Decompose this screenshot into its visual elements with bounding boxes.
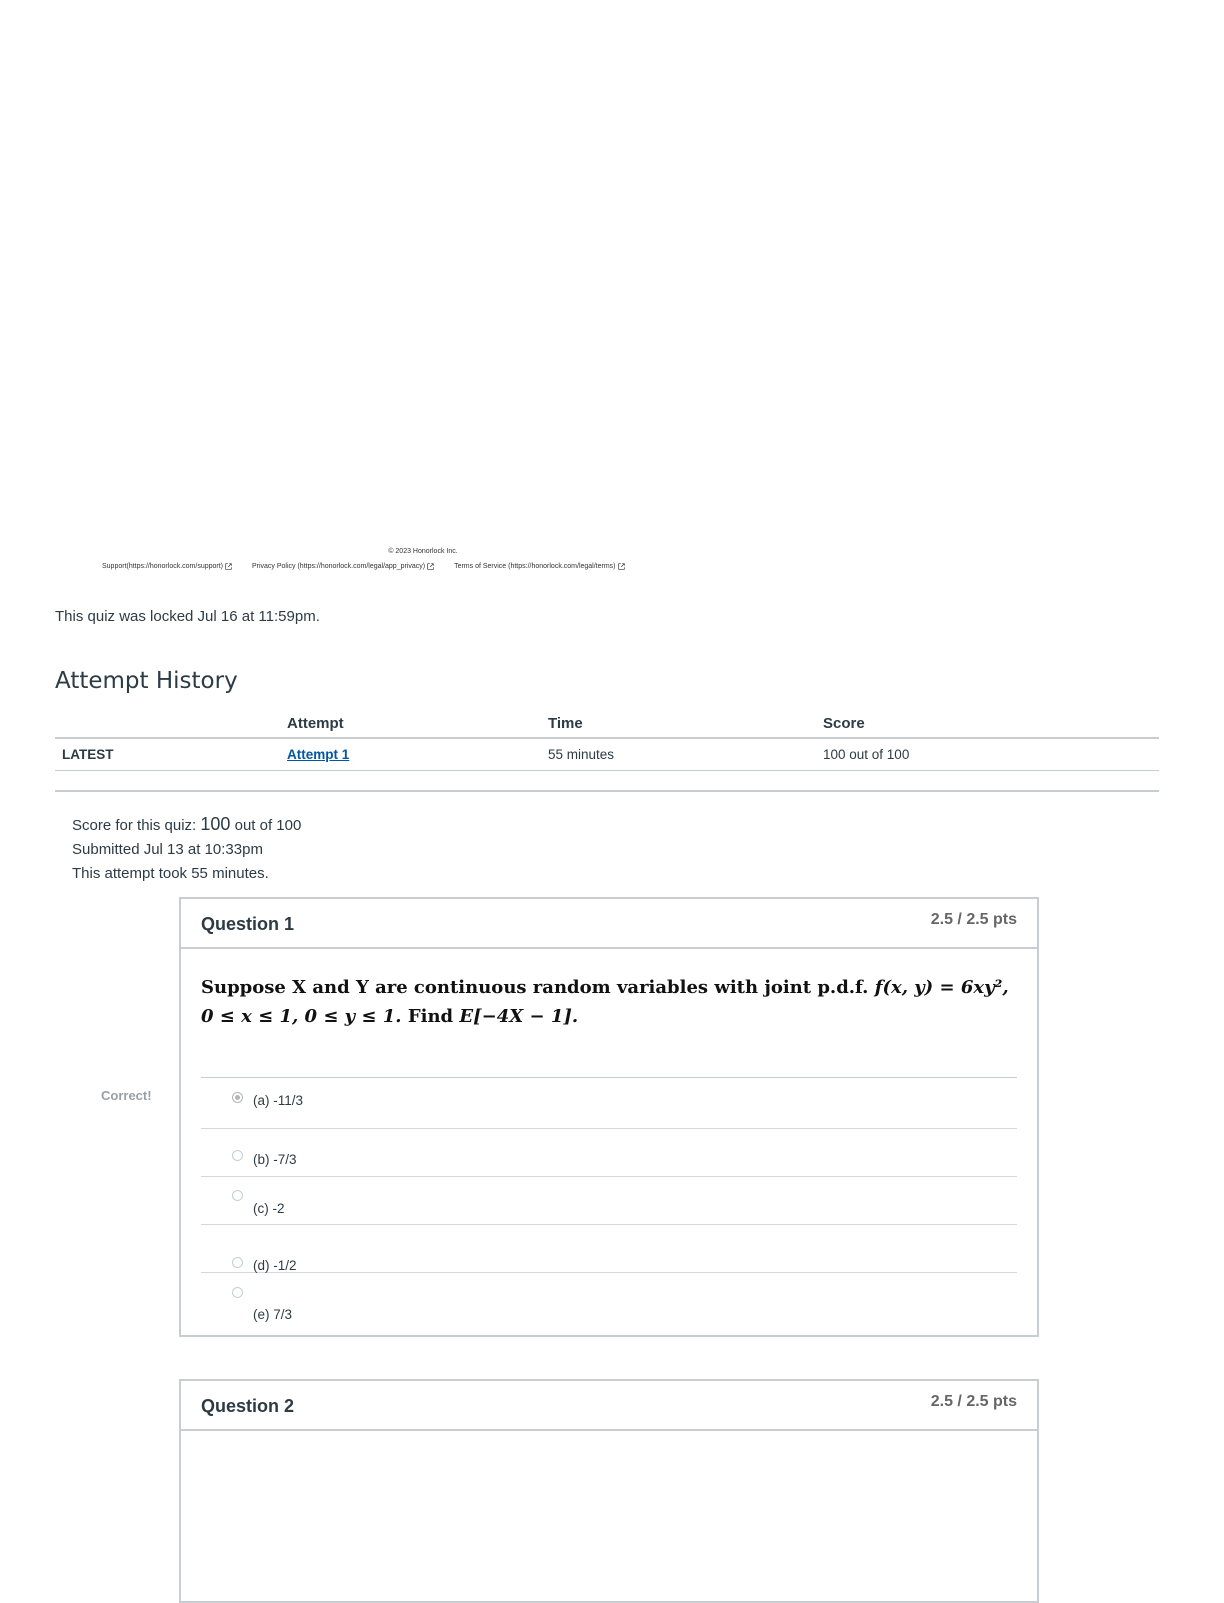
answer-label: (b) -7/3 [253, 1152, 297, 1167]
radio-button[interactable] [232, 1257, 243, 1268]
privacy-policy-link[interactable] [252, 563, 434, 570]
attempt-history-table [55, 705, 1159, 771]
question-points: 2.5 / 2.5 pts [930, 911, 1017, 928]
answer-label: (c) -2 [253, 1201, 285, 1216]
submitted-time: Submitted Jul 13 at 10:33pm [72, 841, 263, 858]
answer-label: (d) -1/2 [253, 1258, 297, 1273]
question-title: Question 1 [201, 914, 295, 934]
attempt-history-header-row [55, 705, 1159, 738]
terms-of-service-link-label: Terms of Service (https://honorlock.com/legal/terms) [454, 563, 616, 570]
external-link-icon [618, 563, 625, 570]
answer-option-e[interactable] [201, 1273, 1017, 1331]
quiz-score-line [72, 812, 301, 838]
attempt-duration: This attempt took 55 minutes. [72, 865, 269, 882]
question-text-part: Find [401, 1006, 460, 1027]
question-title: Question 2 [201, 1396, 295, 1416]
question-math: f(x, y) = 6xy², [874, 977, 1009, 998]
answer-label: (e) 7/3 [253, 1307, 293, 1322]
column-header-label [55, 705, 280, 738]
honorlock-links [102, 563, 643, 570]
question-header [181, 899, 1037, 949]
answer-option-a[interactable] [201, 1078, 1017, 1129]
quiz-score-summary [72, 812, 301, 886]
radio-button[interactable] [232, 1287, 243, 1298]
question-text [201, 973, 1017, 1031]
correct-answer-flag: Correct! [101, 1088, 152, 1103]
answer-option-c[interactable] [201, 1177, 1017, 1225]
section-divider [55, 790, 1159, 792]
question-text-part: Suppose X and Y are continuous random variables with joint p.d.f. [201, 977, 875, 998]
table-row [55, 738, 1159, 771]
question-points: 2.5 / 2.5 pts [930, 1393, 1017, 1410]
honorlock-copyright: © 2023 Honorlock Inc. [388, 548, 458, 555]
column-header-score: Score [823, 715, 865, 732]
attempt-cell [280, 738, 541, 771]
attempt-score: 100 out of 100 [816, 738, 1159, 771]
answer-label: (a) -11/3 [253, 1093, 304, 1108]
answer-list [201, 1077, 1017, 1331]
support-link-label: Support(https://honorlock.com/support) [102, 563, 224, 570]
quiz-lock-notice: This quiz was locked Jul 16 at 11:59pm. [55, 608, 320, 625]
question-2-card [179, 1379, 1039, 1603]
attempt-history-title: Attempt History [55, 668, 238, 694]
answer-option-b[interactable] [201, 1129, 1017, 1177]
radio-button-selected[interactable] [232, 1092, 243, 1103]
answer-option-d[interactable] [201, 1225, 1017, 1273]
question-math: 0 ≤ x ≤ 1, 0 ≤ y ≤ 1. [201, 1006, 402, 1027]
score-suffix: out of 100 [230, 817, 302, 834]
support-link[interactable] [102, 563, 232, 570]
terms-of-service-link[interactable] [454, 563, 624, 570]
attempt-1-link[interactable]: Attempt 1 [287, 747, 350, 762]
question-header [181, 1381, 1037, 1431]
column-header-time: Time [548, 715, 583, 732]
question-math: E[−4X − 1]. [459, 1006, 579, 1027]
score-value: 100 [200, 814, 231, 834]
privacy-policy-link-label: Privacy Policy (https://honorlock.com/legal/app_privacy) [251, 563, 426, 570]
external-link-icon [225, 563, 232, 570]
column-header-attempt: Attempt [287, 715, 344, 732]
attempt-time: 55 minutes [541, 738, 816, 771]
question-1-card [179, 897, 1039, 1337]
radio-button[interactable] [232, 1190, 243, 1201]
radio-button[interactable] [232, 1150, 243, 1161]
external-link-icon [427, 563, 434, 570]
question-body [181, 949, 1037, 1331]
attempt-status-label: LATEST [55, 738, 280, 771]
score-prefix: Score for this quiz: [72, 817, 201, 834]
